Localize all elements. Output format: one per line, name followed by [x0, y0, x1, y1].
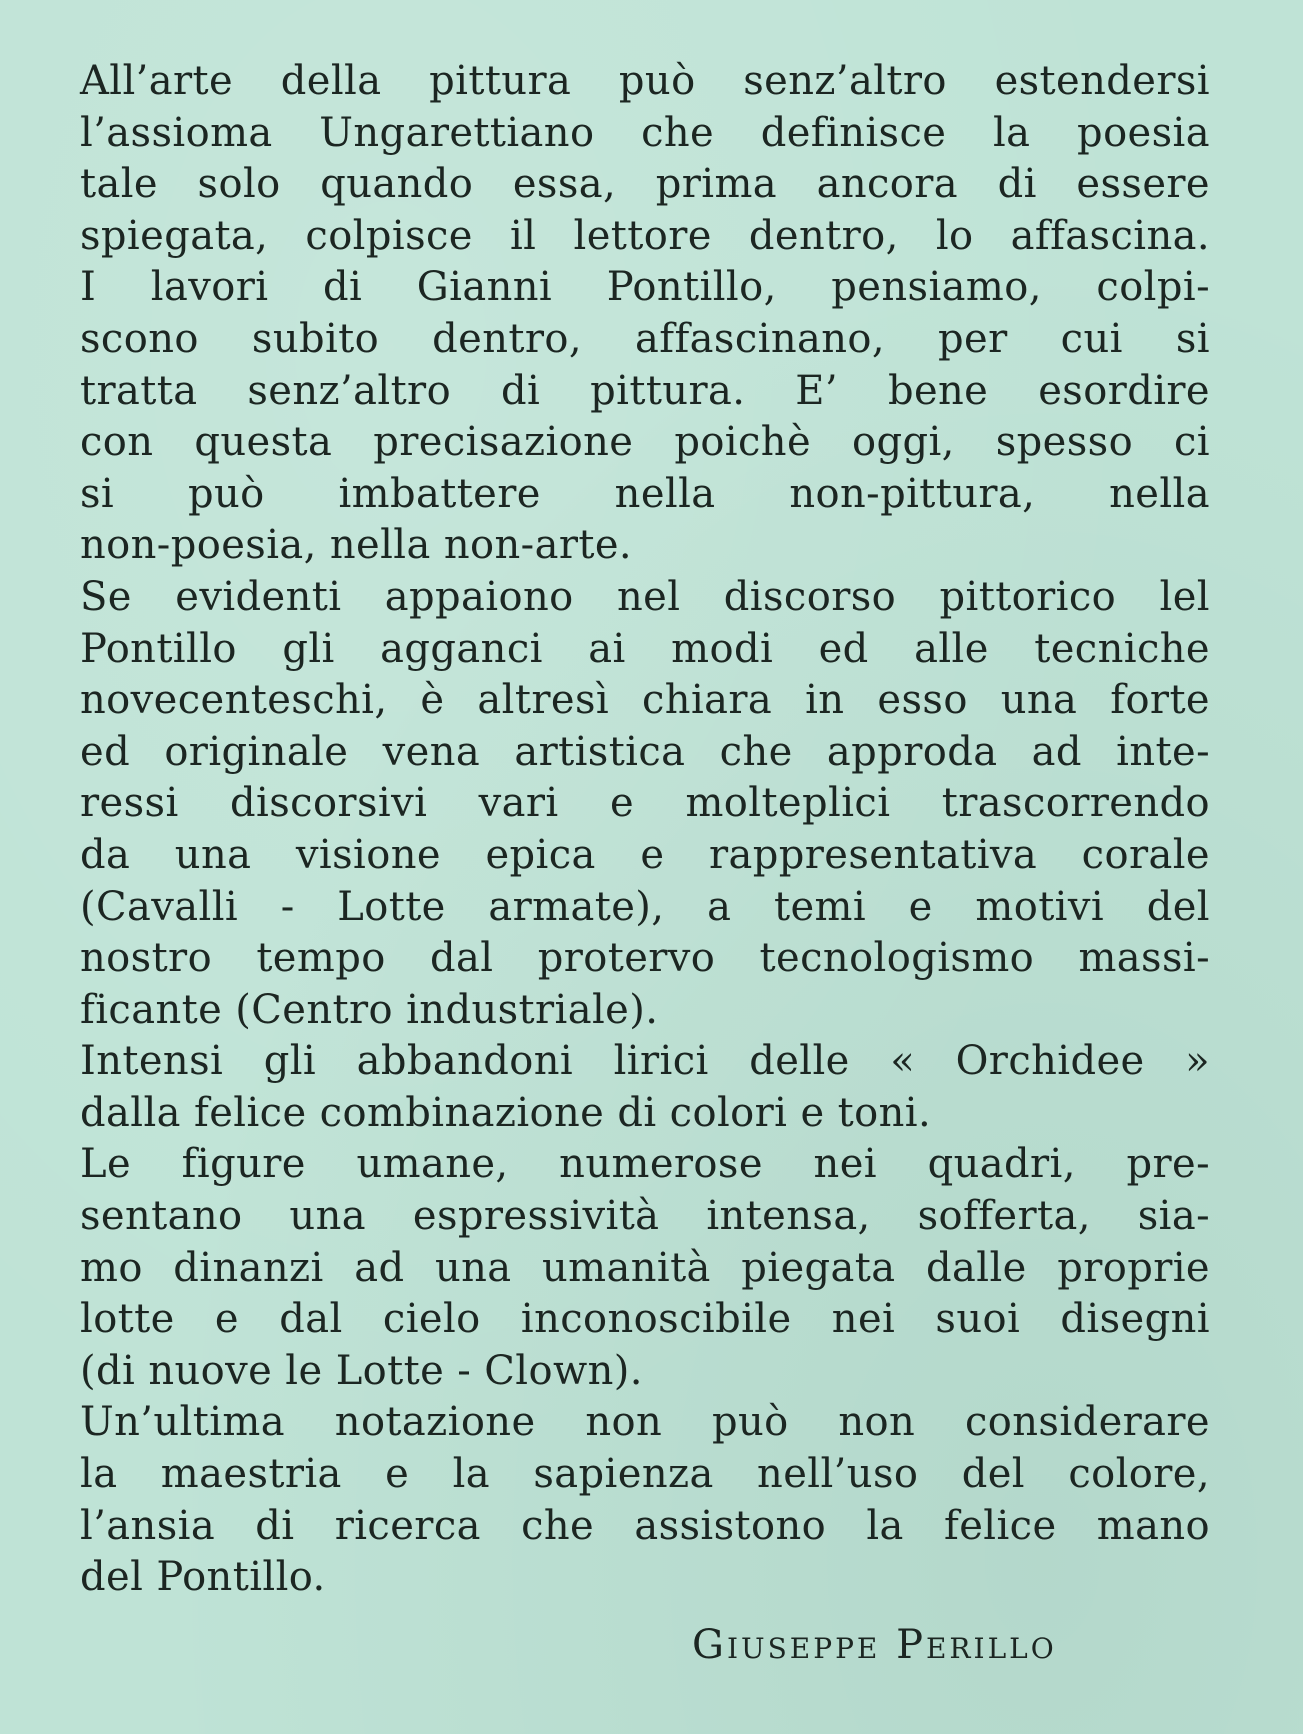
text-line: con questa precisazione poichè oggi, spesso ci	[80, 419, 1210, 466]
text-line: (di nuove le Lotte - Clown).	[80, 1347, 643, 1394]
text-line: sentano una espressività intensa, sofferta, sia-	[80, 1193, 1210, 1240]
text-line: All’arte della pittura può senz’altro estendersi	[80, 58, 1210, 104]
text-line: tale solo quando essa, prima ancora di essere	[80, 161, 1210, 208]
author-signature: Giuseppe Perillo	[692, 1622, 1057, 1668]
text-line: I lavori di Gianni Pontillo, pensiamo, colpi-	[80, 264, 1210, 311]
text-line: l’assioma Ungarettiano che definisce la poesia	[80, 109, 1210, 156]
text-line: Intensi gli abbandoni lirici delle « Orchidee »	[80, 1038, 1210, 1085]
text-line: del Pontillo.	[80, 1554, 326, 1601]
text-line: novecenteschi, è altresì chiara in esso una forte	[80, 677, 1210, 724]
text-line: la maestria e la sapienza nell’uso del colore,	[80, 1451, 1210, 1498]
text-line: scono subito dentro, affascinano, per cui si	[80, 315, 1210, 362]
text-line: tratta senz’altro di pittura. E’ bene esordire	[80, 367, 1210, 414]
text-line: dalla felice combinazione di colori e toni.	[80, 1089, 932, 1136]
text-line: ficante (Centro industriale).	[80, 986, 659, 1033]
text-line: ressi discorsivi vari e molteplici trascorrendo	[80, 780, 1210, 827]
text-line: mo dinanzi ad una umanità piegata dalle proprie	[80, 1244, 1210, 1291]
text-line: ed originale vena artistica che approda ad inte-	[80, 728, 1210, 775]
text-line: Pontillo gli agganci ai modi ed alle tecniche	[80, 625, 1210, 672]
text-line: da una visione epica e rappresentativa corale	[80, 831, 1210, 878]
text-line: Un’ultima notazione non può non considerare	[80, 1399, 1210, 1446]
text-line: l’ansia di ricerca che assistono la felice mano	[80, 1502, 1210, 1549]
text-line: Se evidenti appaiono nel discorso pittorico lel	[80, 573, 1210, 620]
text-line: (Cavalli - Lotte armate), a temi e motivi del	[80, 883, 1210, 930]
text-line: si può imbattere nella non-pittura, nella	[80, 470, 1210, 517]
text-line: nostro tempo dal protervo tecnologismo massi-	[80, 935, 1210, 982]
text-line: lotte e dal cielo inconoscibile nei suoi disegni	[80, 1296, 1210, 1343]
article-body	[80, 56, 1210, 1604]
text-line: Le figure umane, numerose nei quadri, pre-	[80, 1141, 1210, 1188]
text-line: spiegata, colpisce il lettore dentro, lo affascina.	[80, 212, 1210, 259]
text-line: non-poesia, nella non-arte.	[80, 522, 633, 569]
